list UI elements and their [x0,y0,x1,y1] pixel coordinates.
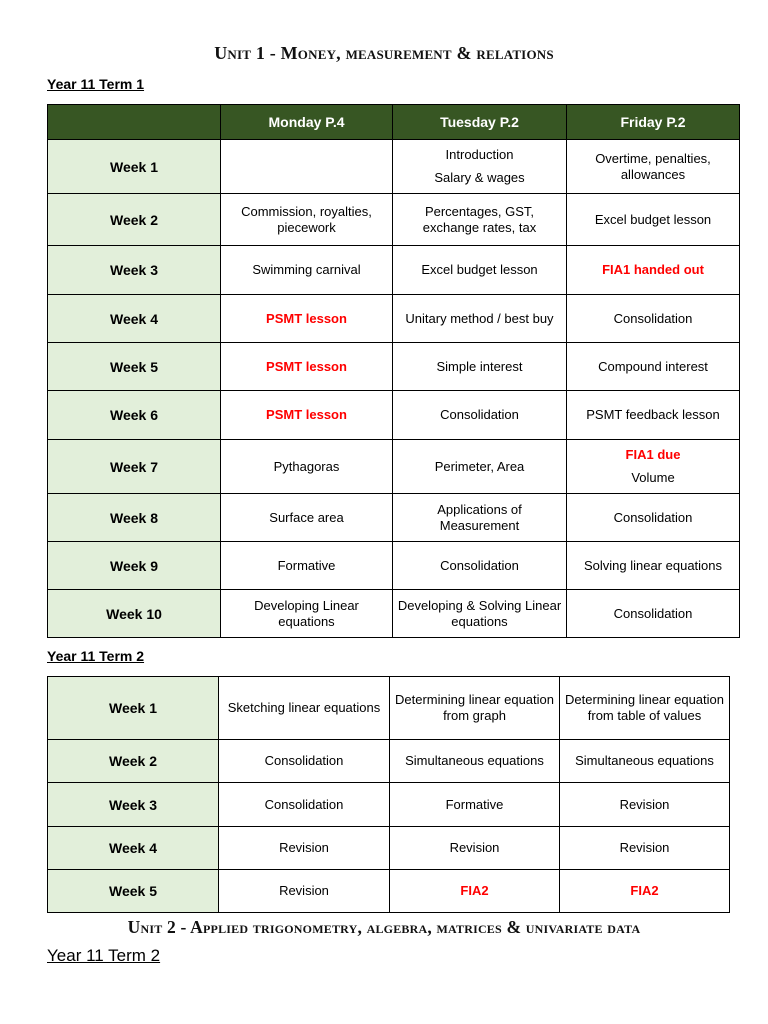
table-cell: Consolidation [219,783,390,827]
table-cell: Simultaneous equations [560,740,730,783]
table-cell: Revision [560,827,730,870]
table-cell: Formative [221,542,393,590]
table-cell: Simple interest [393,343,567,391]
week-label: Week 9 [48,542,221,590]
table-cell-highlight: PSMT lesson [221,295,393,343]
week-label: Week 7 [48,440,221,494]
header-corner [48,105,221,140]
table-cell [221,140,393,194]
table-cell: Revision [560,783,730,827]
table-cell: Determining linear equation from graph [390,677,560,740]
table-cell: Developing Linear equations [221,590,393,638]
table-cell: Consolidation [567,494,740,542]
table-row [48,140,740,194]
table-cell: Excel budget lesson [393,246,567,295]
week-label: Week 8 [48,494,221,542]
table-header-row [48,105,740,140]
table-cell: Solving linear equations [567,542,740,590]
table-cell: Pythagoras [221,440,393,494]
week-label: Week 5 [48,343,221,391]
week-label: Week 3 [48,783,219,827]
table-cell: Excel budget lesson [567,194,740,246]
table-cell: Developing & Solving Linear equations [393,590,567,638]
term1-heading: Year 11 Term 1 [47,76,145,92]
term2-schedule-table [47,676,730,913]
week-label: Week 5 [48,870,219,913]
table-cell: Surface area [221,494,393,542]
table-cell: Overtime, penalties, allowances [567,140,740,194]
table-cell: Swimming carnival [221,246,393,295]
header-friday: Friday P.2 [567,105,740,140]
table-row [48,440,740,494]
table-row [48,740,730,783]
table-row [48,391,740,440]
table-cell-highlight: FIA2 [390,870,560,913]
table-row [48,343,740,391]
week-label: Week 4 [48,827,219,870]
table-cell: Commission, royalties, piecework [221,194,393,246]
table-cell-highlight: FIA1 handed out [567,246,740,295]
table-row [48,590,740,638]
table-cell: Determining linear equation from table of values [560,677,730,740]
table-cell: Revision [219,827,390,870]
table-cell: Consolidation [393,542,567,590]
unit1-title: Unit 1 - Money, measurement & relations [214,43,554,63]
table-cell: PSMT feedback lesson [567,391,740,440]
table-row [48,783,730,827]
table-row [48,827,730,870]
table-row [48,870,730,913]
table-cell-highlight: PSMT lesson [221,391,393,440]
table-cell: Formative [390,783,560,827]
week-label: Week 1 [48,677,219,740]
table-cell: Compound interest [567,343,740,391]
week-label: Week 3 [48,246,221,295]
table-row [48,246,740,295]
week-label: Week 10 [48,590,221,638]
table-cell: Consolidation [393,391,567,440]
table-cell: Sketching linear equations [219,677,390,740]
header-tuesday: Tuesday P.2 [393,105,567,140]
cell-text-highlight: FIA1 due [625,447,681,462]
week-label: Week 1 [48,140,221,194]
table-cell: Consolidation [567,295,740,343]
table-cell-highlight: FIA2 [560,870,730,913]
table-row [48,677,730,740]
table-cell: Percentages, GST, exchange rates, tax [393,194,567,246]
header-monday: Monday P.4 [221,105,393,140]
cell-text: Introduction [445,147,514,162]
table-cell: Simultaneous equations [390,740,560,783]
cell-text: Volume [631,470,675,485]
week-label: Week 2 [48,740,219,783]
term2-heading: Year 11 Term 2 [47,648,145,664]
unit2-title: Unit 2 - Applied trigonometry, algebra, matrices & univariate data [127,917,641,937]
table-row [48,542,740,590]
table-cell [567,440,740,494]
unit2-term-heading: Year 11 Term 2 [47,946,161,965]
table-cell: Consolidation [219,740,390,783]
table-row [48,494,740,542]
table-cell: Revision [219,870,390,913]
table-row [48,295,740,343]
table-row [48,194,740,246]
table-cell-highlight: PSMT lesson [221,343,393,391]
table-cell: Unitary method / best buy [393,295,567,343]
week-label: Week 4 [48,295,221,343]
table-cell: Consolidation [567,590,740,638]
week-label: Week 2 [48,194,221,246]
week-label: Week 6 [48,391,221,440]
term1-schedule-table [47,104,740,638]
cell-text: Salary & wages [434,170,525,185]
table-cell: Perimeter, Area [393,440,567,494]
table-cell [393,140,567,194]
table-cell: Applications of Measurement [393,494,567,542]
table-cell: Revision [390,827,560,870]
